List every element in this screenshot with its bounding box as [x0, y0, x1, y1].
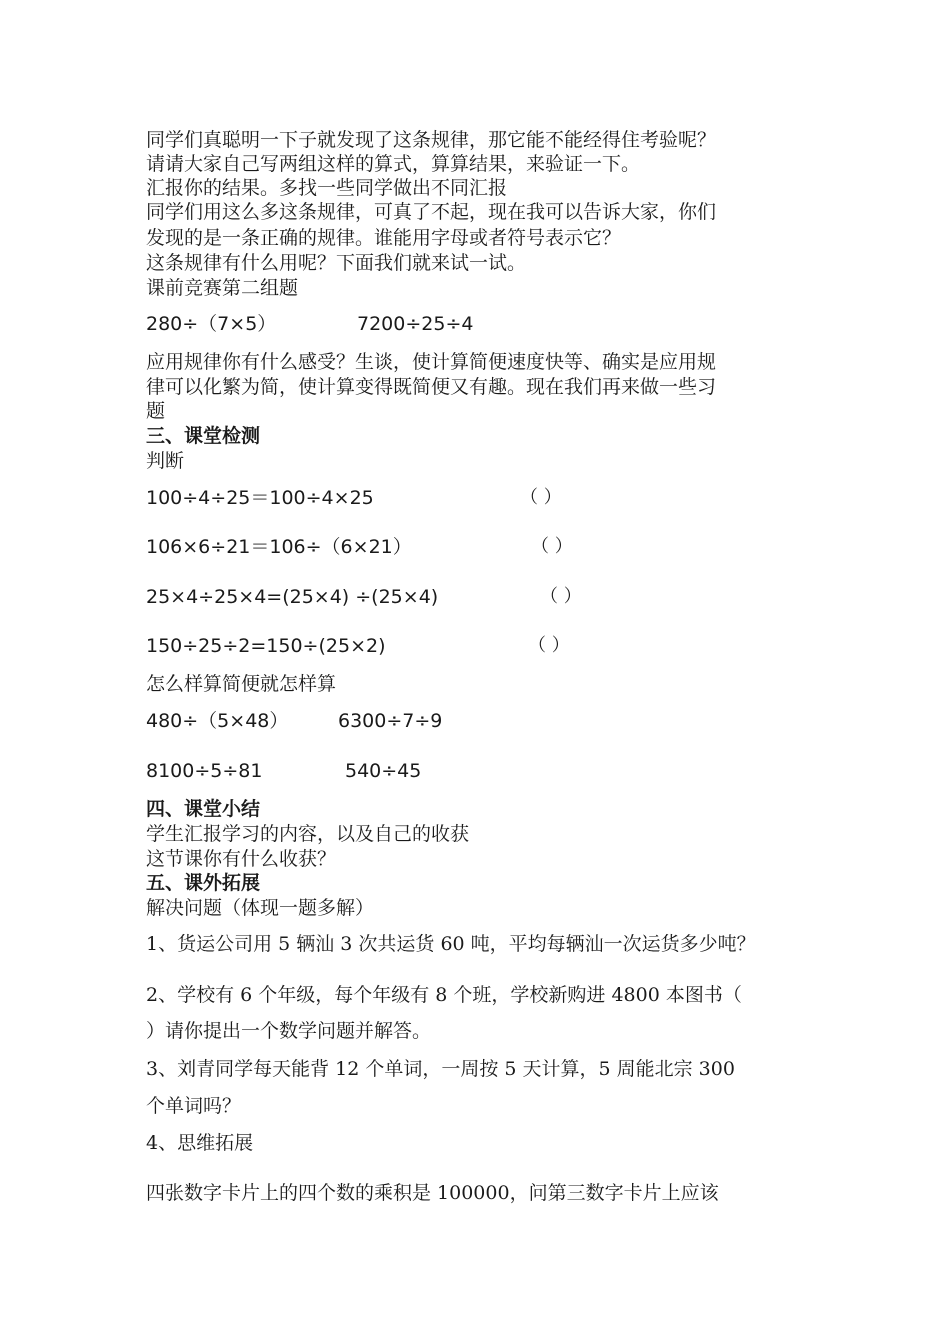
intro-line-2: 请请大家自己写两组这样的算式，算算结果，来验证一下。 — [146, 153, 641, 175]
intro-line-7: 课前竞赛第二组题 — [146, 277, 299, 299]
simplify-expr-2: 6300÷7÷9 — [338, 710, 443, 732]
intro-line-6: 这条规律有什么用呢？下面我们就来试一试。 — [146, 252, 527, 274]
section-5-heading: 五、课外拓展 — [146, 872, 261, 894]
problem-3-line-1: 3、刘青同学每天能背 12 个单词，一周按 5 天计算，5 周能北宗 300 — [146, 1058, 735, 1080]
intro-line-1: 同学们真聪明一下子就发现了这条规律，那它能不能经得住考验呢？ — [146, 129, 717, 151]
problem-4-title: 4、思维拓展 — [146, 1132, 254, 1154]
judge-expr-3: 25×4÷25×4=(25×4) ÷(25×4) — [146, 586, 439, 608]
section-4-heading: 四、课堂小结 — [146, 798, 261, 820]
problem-1: 1、货运公司用 5 辆汕 3 次共运货 60 吨，平均每辆汕一次运货多少吨？ — [146, 933, 756, 955]
reflection-line-3: 题 — [146, 400, 166, 422]
judge-expr-1: 100÷4÷25＝100÷4×25 — [146, 487, 374, 509]
judge-answer-blank-2: （ ） — [531, 536, 573, 557]
contest-expr-1: 280÷（7×5） — [146, 313, 277, 335]
intro-line-3: 汇报你的结果。多找一些同学做出不同汇报 — [146, 177, 508, 199]
judge-answer-blank-4: （ ） — [528, 635, 570, 656]
simplify-expr-3: 8100÷5÷81 — [146, 760, 263, 782]
judge-expr-2: 106×6÷21＝106÷（6×21） — [146, 536, 412, 558]
judge-expr-4: 150÷25÷2=150÷(25×2) — [146, 635, 386, 657]
section-3-heading: 三、课堂检测 — [146, 425, 261, 447]
reflection-line-2: 律可以化繁为简，使计算变得既简便又有趣。现在我们再来做一些习 — [146, 376, 717, 398]
intro-line-4: 同学们用这么多这条规律，可真了不起，现在我可以告诉大家，你们 — [146, 201, 717, 223]
problem-4-text: 四张数字卡片上的四个数的乘积是 100000，问第三数字卡片上应该 — [146, 1182, 719, 1204]
simplify-expr-1: 480÷（5×48） — [146, 710, 289, 732]
simplify-label: 怎么样算简便就怎样算 — [146, 673, 337, 695]
summary-line-2: 这节课你有什么收获？ — [146, 848, 337, 870]
contest-expr-2: 7200÷25÷4 — [357, 313, 474, 335]
problem-3-line-2: 个单词吗？ — [146, 1095, 242, 1117]
judge-answer-blank-3: （ ） — [540, 586, 582, 607]
extension-subtitle: 解决问题（体现一题多解） — [146, 897, 375, 919]
simplify-expr-4: 540÷45 — [345, 760, 422, 782]
judge-answer-blank-1: （ ） — [520, 487, 562, 508]
judge-label: 判断 — [146, 450, 185, 472]
reflection-line-1: 应用规律你有什么感受？生谈，使计算简便速度快等、确实是应用规 — [146, 351, 717, 373]
intro-line-5: 发现的是一条正确的规律。谁能用字母或者符号表示它？ — [146, 227, 622, 249]
summary-line-1: 学生汇报学习的内容，以及自己的收获 — [146, 823, 470, 845]
problem-2-line-2: ）请你提出一个数学问题并解答。 — [146, 1020, 432, 1042]
problem-2-line-1: 2、学校有 6 个年级，每个年级有 8 个班，学校新购进 4800 本图书（ — [146, 984, 742, 1006]
